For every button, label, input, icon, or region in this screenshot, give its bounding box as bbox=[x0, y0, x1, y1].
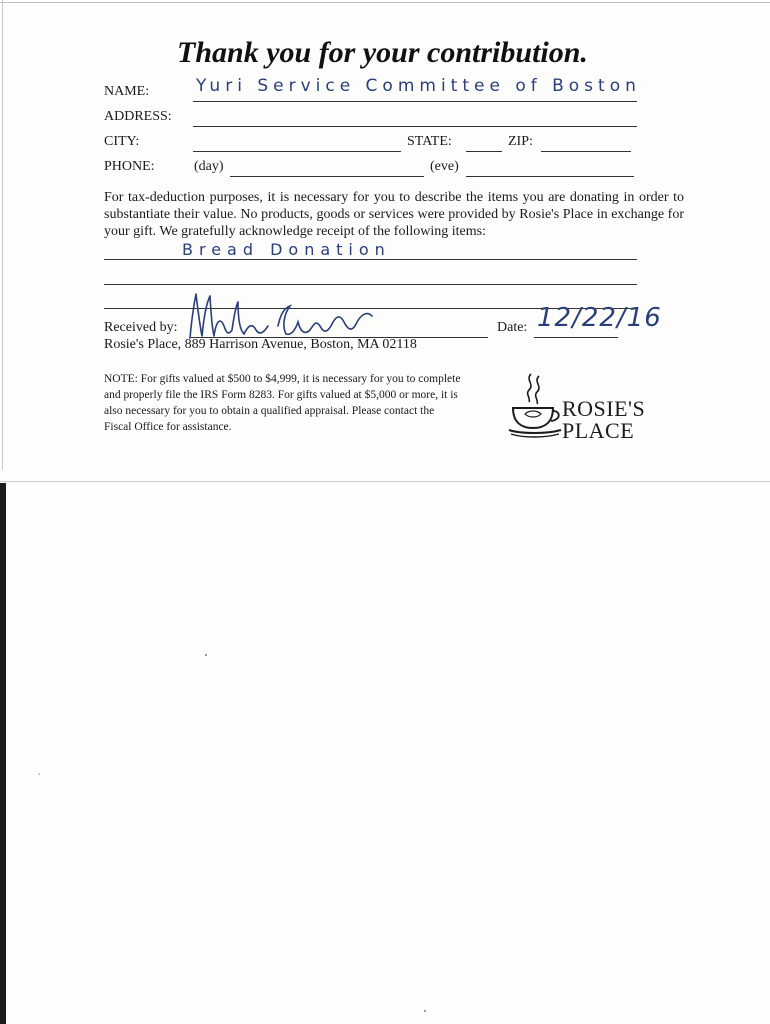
scan-speck bbox=[38, 773, 40, 775]
address-line bbox=[193, 126, 637, 127]
items-line-1 bbox=[104, 259, 637, 260]
form-title: Thank you for your contribution. bbox=[177, 36, 588, 69]
phone-label: PHONE: bbox=[104, 159, 155, 174]
scan-speck bbox=[205, 654, 207, 656]
address-label: ADDRESS: bbox=[104, 109, 172, 124]
name-handwritten-value: Yuri Service Committee of Boston bbox=[196, 76, 641, 96]
teacup-icon bbox=[507, 370, 563, 440]
phone-day-label: (day) bbox=[194, 159, 224, 174]
scan-speck bbox=[424, 1010, 426, 1012]
date-label: Date: bbox=[497, 320, 528, 335]
date-handwritten-value: 12/22/16 bbox=[537, 303, 662, 333]
date-line bbox=[534, 337, 618, 338]
items-handwritten-value: Bread Donation bbox=[182, 240, 391, 259]
fold-line bbox=[0, 481, 770, 482]
scan-edge-strip bbox=[0, 483, 6, 1024]
page-edge-left bbox=[2, 0, 3, 470]
page-edge-top bbox=[0, 2, 770, 3]
state-line bbox=[466, 151, 502, 152]
logo-line-place: PLACE bbox=[562, 418, 635, 443]
name-label: NAME: bbox=[104, 84, 150, 99]
tax-deduction-paragraph: For tax-deduction purposes, it is necessary for you to describe the items you are donating in order to substantiate their value. No products, goods or services were provided by Rosie's Place in exchange for your gift. We gratefully acknowledge receipt of the following items: bbox=[104, 190, 684, 239]
phone-day-line bbox=[230, 176, 424, 177]
city-label: CITY: bbox=[104, 134, 140, 149]
phone-eve-line bbox=[466, 176, 634, 177]
phone-eve-label: (eve) bbox=[430, 159, 459, 174]
items-line-2 bbox=[104, 284, 637, 285]
irs-note: NOTE: For gifts valued at $500 to $4,999, it is necessary for you to complete and properly file the IRS Form 8283. For gifts valued at $5,000 or more, it is also necessary for you to obtain a qualified appraisal. Please contact the Fiscal Office for assistance. bbox=[104, 373, 461, 433]
received-by-label: Received by: bbox=[104, 320, 178, 335]
name-line bbox=[193, 101, 637, 102]
state-label: STATE: bbox=[407, 134, 452, 149]
zip-line bbox=[541, 151, 631, 152]
rosies-place-address: Rosie's Place, 889 Harrison Avenue, Boston, MA 02118 bbox=[104, 337, 417, 352]
zip-label: ZIP: bbox=[508, 134, 533, 149]
logo-line-rosies: ROSIE'S bbox=[562, 396, 646, 421]
city-line bbox=[193, 151, 401, 152]
